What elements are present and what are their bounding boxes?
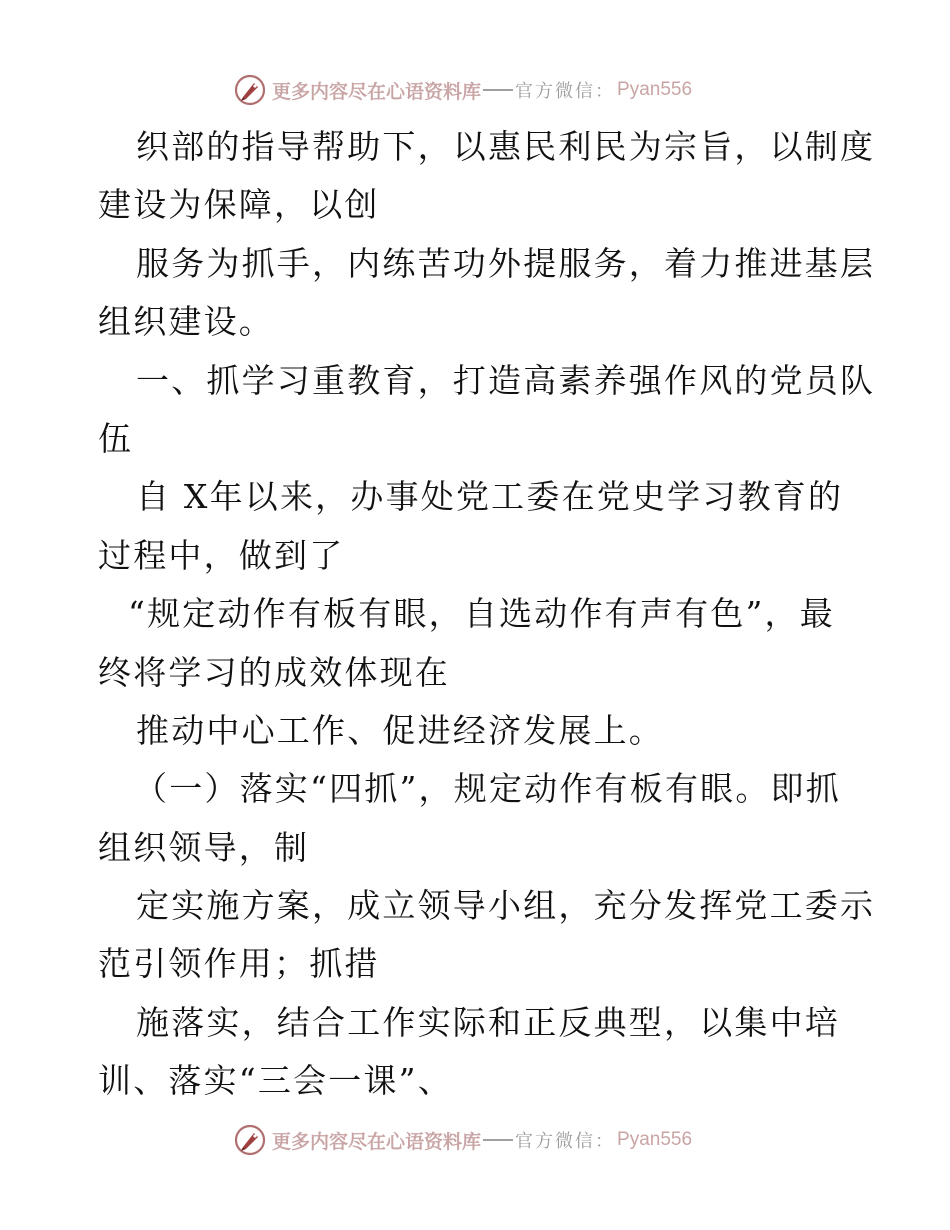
text-line: 组织领导，制: [98, 827, 310, 867]
subsection-heading: （一）落实“四抓”，规定动作有板有眼。即抓: [134, 769, 841, 809]
text-line: 训、落实“三会一课”、: [98, 1061, 453, 1101]
pen-nib-logo-icon: [234, 74, 266, 106]
text-line: 范引领作用；抓措: [98, 944, 380, 984]
header-watermark: [234, 72, 692, 108]
watermark-wechat-id: Pyan556: [617, 79, 693, 100]
text-line: 终将学习的成效体现在: [98, 652, 450, 692]
text-line: 施落实，结合工作实际和正反典型，以集中培: [136, 1002, 840, 1042]
text-line: 组织建设。: [98, 302, 274, 342]
text-line: “规定动作有板有眼，自选动作有声有色”，最: [128, 594, 835, 634]
text-line: 建设为保障，以创: [98, 185, 380, 225]
body-text: [98, 118, 876, 1111]
watermark-dash: [483, 1139, 513, 1141]
watermark-site-text: 更多内容尽在心语资料库: [272, 80, 482, 103]
watermark-wechat-label: 官方微信：: [515, 1131, 616, 1152]
pen-nib-logo-icon: [234, 1124, 266, 1156]
section-heading: 一、抓学习重教育，打造高素养强作风的党员队: [136, 360, 876, 400]
text-line: 定实施方案，成立领导小组，充分发挥党工委示: [136, 886, 876, 926]
watermark-site-text: 更多内容尽在心语资料库: [272, 1130, 482, 1153]
section-heading-cont: 伍: [98, 418, 134, 458]
text-line: 织部的指导帮助下，以惠民利民为宗旨，以制度: [136, 127, 876, 166]
watermark-wechat-label: 官方微信：: [515, 81, 616, 102]
watermark-dash: [483, 89, 513, 91]
watermark-wechat-id: Pyan556: [617, 1129, 693, 1150]
text-line: 自 X年以来，办事处党工委在党史学习教育的: [136, 477, 844, 517]
footer-watermark: [234, 1122, 692, 1158]
text-line: 服务为抓手，内练苦功外提服务，着力推进基层: [136, 243, 876, 283]
text-line: 过程中，做到了: [98, 535, 345, 575]
text-line: 推动中心工作、促进经济发展上。: [136, 710, 664, 750]
